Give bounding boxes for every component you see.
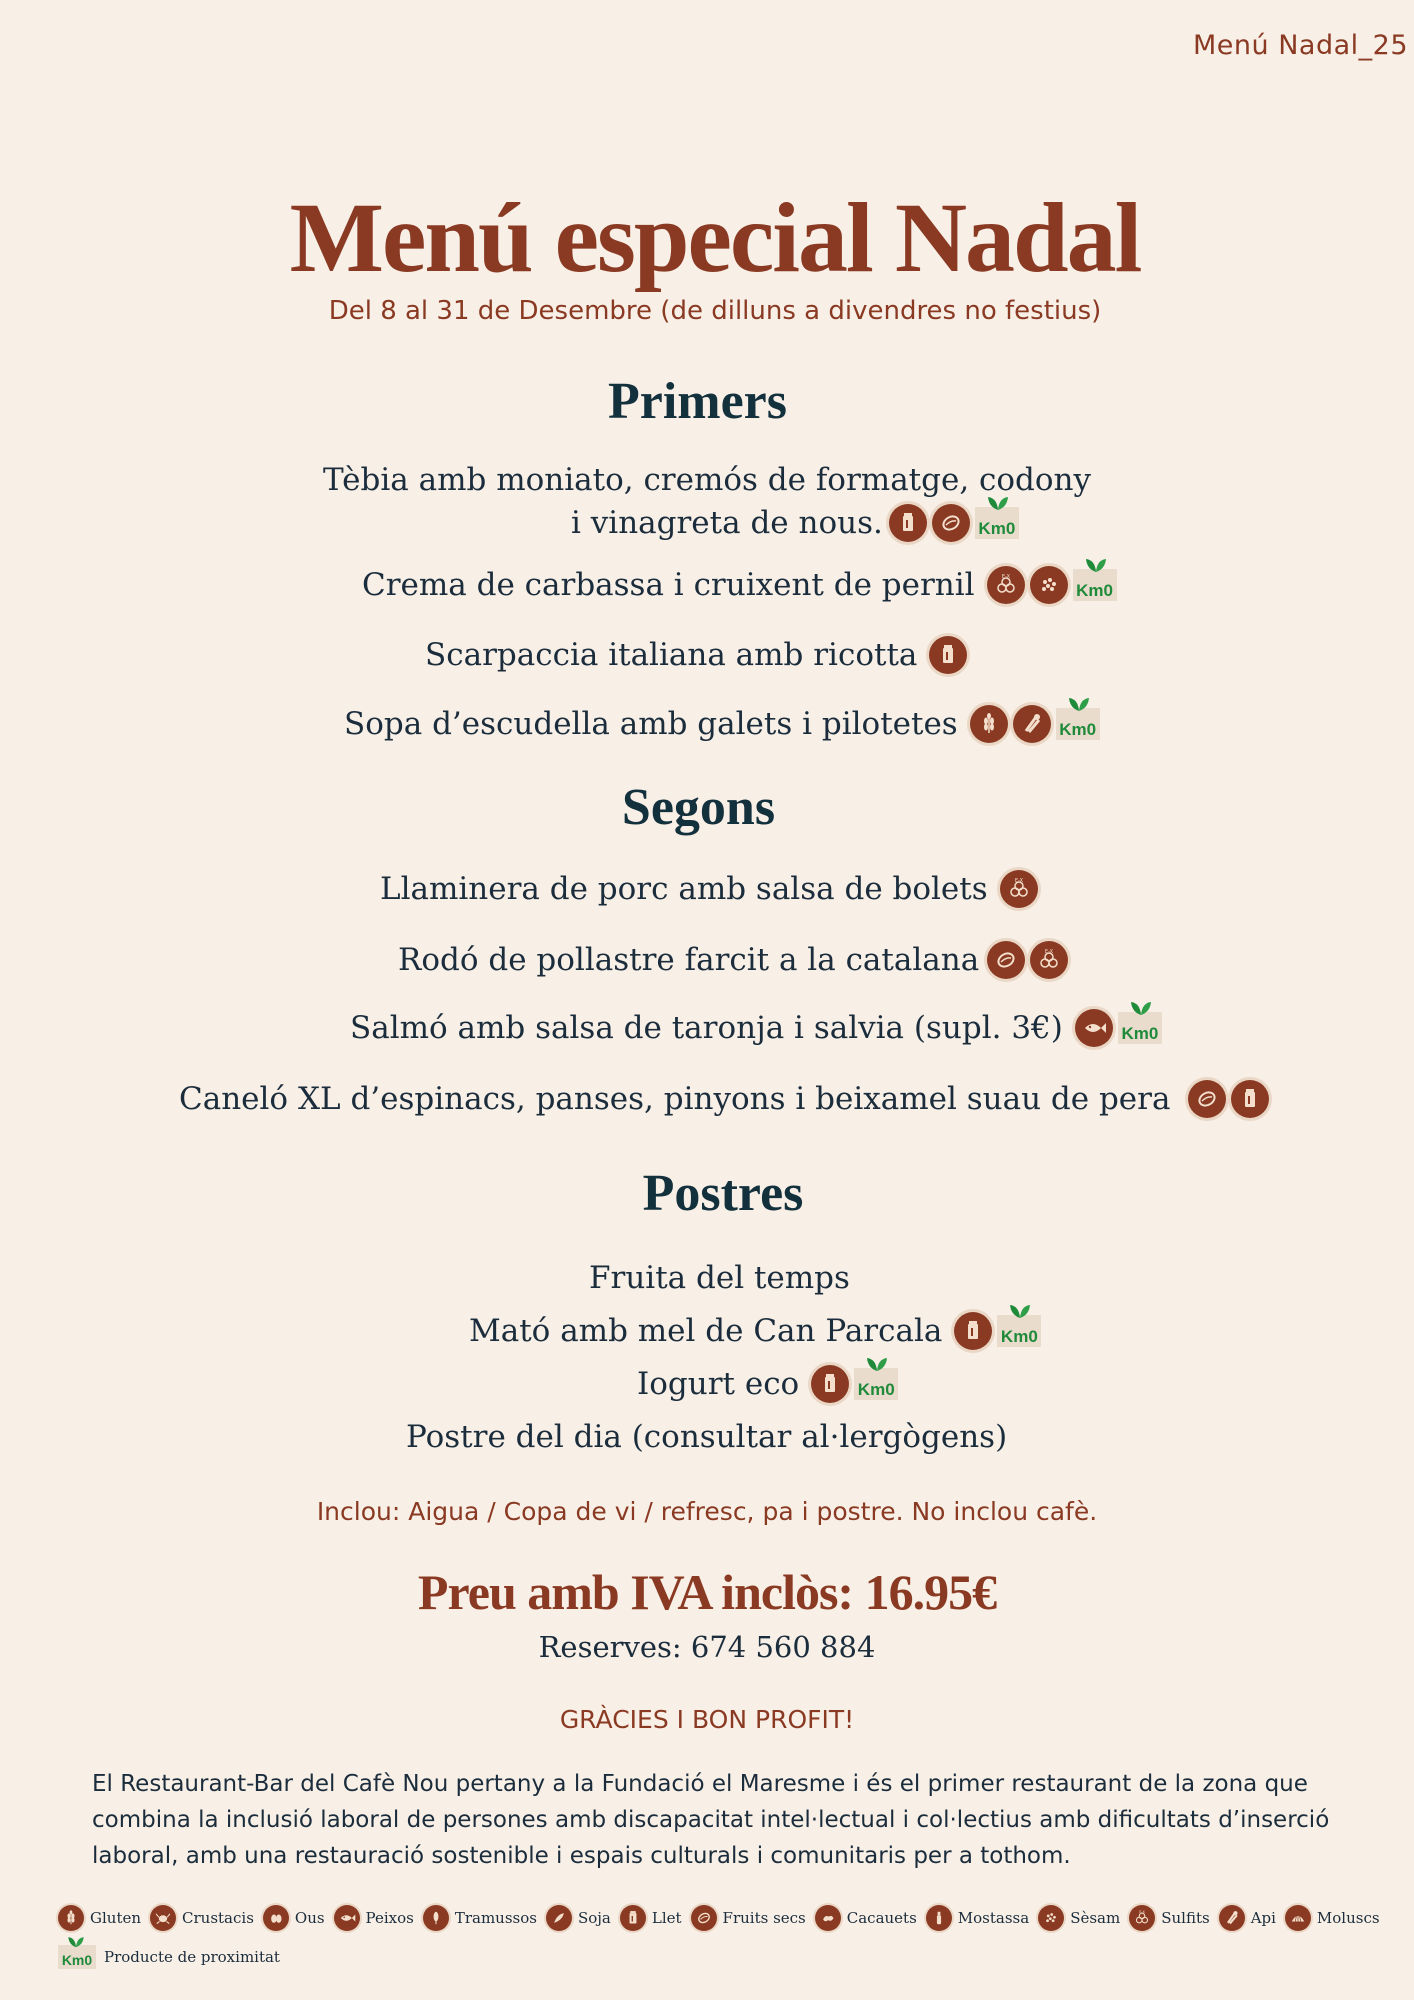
dish-text: Scarpaccia italiana amb ricotta <box>425 637 918 673</box>
allergen-icons <box>1000 870 1038 908</box>
legend-item <box>1285 1905 1380 1931</box>
km0-label: Km0 <box>1000 1327 1038 1346</box>
km0-icon <box>1073 569 1117 601</box>
dish-text: Tèbia amb moniato, cremós de formatge, codony <box>323 462 1092 498</box>
allergen-legend <box>58 1905 1398 1969</box>
dish-text: Mató amb mel de Can Parcala <box>469 1313 943 1349</box>
legend-label: Llet <box>651 1909 682 1927</box>
molluscs-icon <box>1285 1905 1311 1931</box>
dish-primers-1-line1 <box>323 460 1091 500</box>
legend-label: Tramussos <box>454 1909 537 1927</box>
legend-label: Crustacis <box>182 1909 254 1927</box>
milk-icon <box>1231 1080 1269 1118</box>
lupins-icon <box>423 1905 449 1931</box>
milk-icon <box>954 1312 992 1350</box>
sesame-icon <box>1038 1905 1064 1931</box>
dish-segons-3 <box>350 1008 1162 1048</box>
dish-postres-2 <box>469 1311 1041 1351</box>
thanks-message: GRÀCIES I BON PROFIT! <box>559 1705 855 1734</box>
page-title: Menú especial Nadal <box>289 182 1141 293</box>
dish-segons-4 <box>179 1079 1269 1119</box>
km0-label: Km0 <box>857 1380 895 1399</box>
allergen-icons <box>889 504 1019 542</box>
legend-label: Mostassa <box>957 1909 1030 1927</box>
dish-text: Sopa d’escudella amb galets i pilotetes <box>344 706 958 742</box>
legend-item <box>620 1905 682 1931</box>
legend-label: Cacauets <box>846 1909 917 1927</box>
dish-text: Rodó de pollastre farcit a la catalana <box>398 942 980 978</box>
allergen-icons <box>811 1365 898 1403</box>
legend-item <box>815 1905 917 1931</box>
eggs-icon <box>263 1905 289 1931</box>
legend-item <box>1129 1905 1209 1931</box>
legend-item <box>691 1905 806 1931</box>
legend-label: Moluscs <box>1316 1909 1380 1927</box>
leaf-icon <box>1128 998 1154 1016</box>
dish-segons-1 <box>380 869 1038 909</box>
includes-note: Inclou: Aigua / Copa de vi / refresc, pa i postre. No inclou cafè. <box>316 1497 1098 1526</box>
sesame-icon <box>1030 566 1068 604</box>
leaf-icon <box>66 1934 86 1948</box>
dish-text: Llaminera de porc amb salsa de bolets <box>380 871 988 907</box>
km0-label: Km0 <box>978 519 1016 538</box>
fish-icon <box>334 1905 360 1931</box>
svg-text:E-X: E-X <box>1014 878 1023 884</box>
leaf-icon <box>985 493 1011 511</box>
legend-label: Soja <box>577 1909 611 1927</box>
km0-label: Km0 <box>61 1952 93 1968</box>
milk-icon <box>620 1905 646 1931</box>
km0-icon <box>58 1945 96 1969</box>
legend-item <box>1219 1905 1276 1931</box>
sulfites-icon <box>1129 1905 1155 1931</box>
km0-label: Km0 <box>1121 1024 1159 1043</box>
leaf-icon <box>1007 1301 1033 1319</box>
legend-label: Api <box>1250 1909 1276 1927</box>
sulfites-icon <box>987 566 1025 604</box>
allergen-icons <box>1075 1009 1162 1047</box>
footer-description: El Restaurant-Bar del Cafè Nou pertany a la Fundació el Maresme i és el primer restaurant de la zona que combina la inclusió laboral de persones amb discapacitat intel·lectual i col·lectius amb dificultats d’inserció laboral, amb una restauració sostenible i espais culturals i comunitaris per a tothom. <box>92 1771 1330 1869</box>
dish-primers-3 <box>425 635 967 675</box>
dish-segons-2 <box>398 940 1068 980</box>
nuts-icon <box>691 1905 717 1931</box>
milk-icon <box>889 504 927 542</box>
peanuts-icon <box>815 1905 841 1931</box>
dish-primers-2 <box>362 565 1117 605</box>
reservations-phone: Reserves: 674 560 884 <box>538 1630 876 1664</box>
dish-text: i vinagreta de nous. <box>571 505 883 541</box>
dish-postres-4 <box>406 1417 1007 1457</box>
legend-item <box>423 1905 537 1931</box>
section-title-postres: Postres <box>642 1165 804 1222</box>
dish-primers-4 <box>344 704 1100 744</box>
km0-icon <box>1118 1012 1162 1044</box>
km0-icon <box>997 1315 1041 1347</box>
gluten-icon <box>970 705 1008 743</box>
legend-label: Sulfits <box>1161 1909 1210 1927</box>
legend-item <box>546 1905 611 1931</box>
km0-icon <box>854 1368 898 1400</box>
km0-icon <box>975 507 1019 539</box>
km0-label: Km0 <box>1076 581 1114 600</box>
allergen-icons <box>970 705 1100 743</box>
leaf-icon <box>1066 694 1092 712</box>
dish-text: Iogurt eco <box>637 1366 800 1402</box>
section-title-primers: Primers <box>607 373 787 430</box>
km0-label: Km0 <box>1059 720 1097 739</box>
dish-primers-1-line2 <box>571 503 1019 543</box>
legend-item <box>58 1945 280 1969</box>
allergen-icons <box>987 566 1117 604</box>
legend-item <box>1038 1905 1120 1931</box>
leaf-icon <box>864 1354 890 1372</box>
legend-label: Fruits secs <box>722 1909 806 1927</box>
dish-postres-3 <box>637 1364 898 1404</box>
price: Preu amb IVA inclòs: 16.95€ <box>417 1564 997 1620</box>
mustard-icon <box>926 1905 952 1931</box>
document-tag: Menú Nadal_25 <box>1193 30 1408 61</box>
sulfites-icon <box>1000 870 1038 908</box>
milk-icon <box>929 636 967 674</box>
legend-label: Ous <box>294 1909 325 1927</box>
celery-icon <box>1219 1905 1245 1931</box>
nuts-icon <box>1188 1080 1226 1118</box>
section-title-segons: Segons <box>621 779 776 836</box>
legend-item <box>926 1905 1029 1931</box>
legend-label: Producte de proximitat <box>104 1948 280 1966</box>
gluten-icon <box>58 1905 84 1931</box>
allergen-icons <box>929 636 967 674</box>
nuts-icon <box>932 504 970 542</box>
dish-text: Caneló XL d’espinacs, panses, pinyons i beixamel suau de pera <box>179 1081 1171 1117</box>
crustaceans-icon <box>150 1905 176 1931</box>
legend-label: Gluten <box>90 1909 142 1927</box>
sulfites-icon <box>1030 941 1068 979</box>
legend-label: Sèsam <box>1070 1909 1121 1927</box>
svg-text:E-X: E-X <box>1001 574 1010 580</box>
km0-icon <box>1056 708 1100 740</box>
soy-icon <box>546 1905 572 1931</box>
allergen-icons <box>1188 1080 1269 1118</box>
dish-postres-1 <box>589 1258 850 1298</box>
legend-item <box>58 1905 141 1931</box>
legend-item <box>150 1905 254 1931</box>
legend-label: Peixos <box>365 1909 414 1927</box>
nuts-icon <box>987 941 1025 979</box>
page-subtitle: Del 8 al 31 de Desembre (de dilluns a divendres no festius) <box>328 296 1102 326</box>
legend-item <box>263 1905 325 1931</box>
dish-text: Crema de carbassa i cruixent de pernil <box>362 567 975 603</box>
leaf-icon <box>1083 555 1109 573</box>
milk-icon <box>811 1365 849 1403</box>
fish-icon <box>1075 1009 1113 1047</box>
allergen-icons <box>954 1312 1041 1350</box>
dish-text: Postre del dia (consultar al·lergògens) <box>406 1419 1008 1455</box>
allergen-icons <box>987 941 1068 979</box>
dish-text: Fruita del temps <box>589 1260 850 1296</box>
celery-icon <box>1013 705 1051 743</box>
svg-text:E-X: E-X <box>1045 949 1054 955</box>
svg-text:E-X: E-X <box>1139 1910 1146 1915</box>
dish-text: Salmó amb salsa de taronja i salvia (supl. 3€) <box>350 1010 1063 1046</box>
legend-item <box>334 1905 414 1931</box>
